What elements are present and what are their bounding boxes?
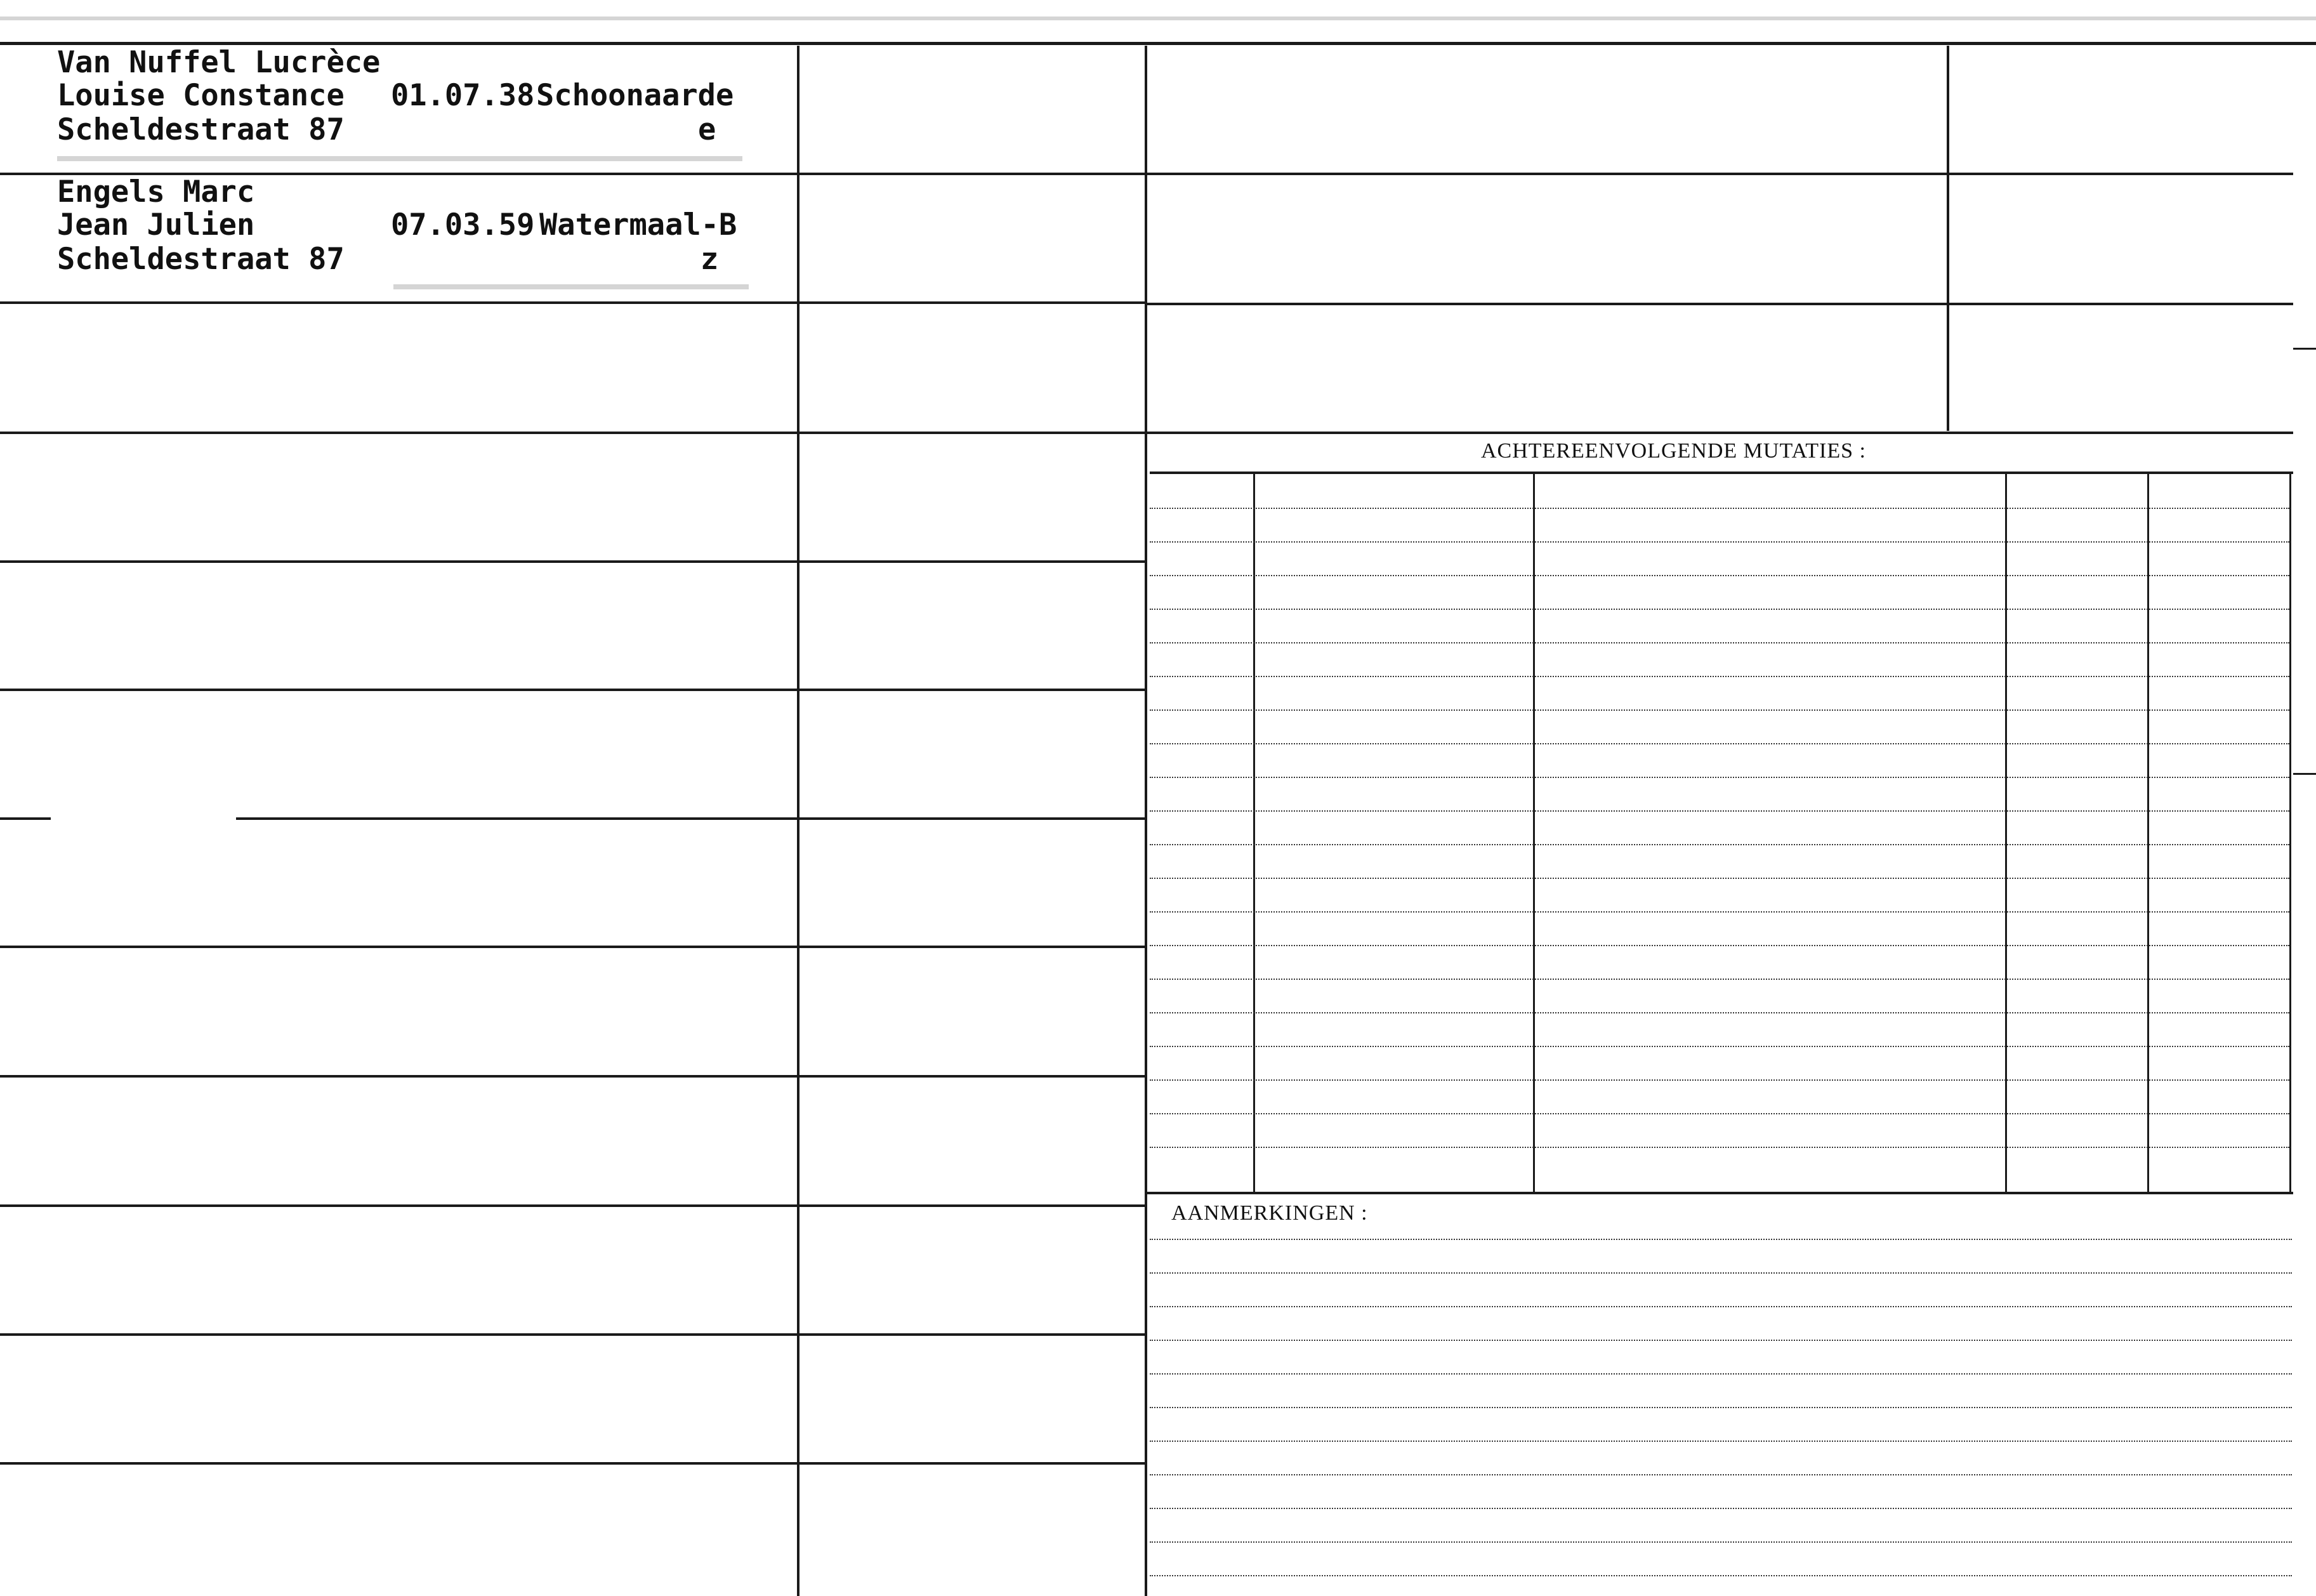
mutation-row-line	[1150, 979, 2289, 980]
remark-row-line	[1150, 1441, 2292, 1442]
row-line	[0, 1204, 1146, 1207]
mutation-row-line	[1150, 676, 2289, 677]
mutation-row-line	[1150, 777, 2289, 778]
row-line	[0, 946, 1146, 948]
mutation-row-line	[1150, 810, 2289, 812]
mutation-row-line	[1150, 844, 2289, 845]
mutations-title: ACHTEREENVOLGENDE MUTATIES :	[1481, 439, 1866, 463]
mutations-col-4	[2147, 473, 2149, 1193]
mutations-col-3	[2005, 473, 2007, 1193]
entry-2-birth-place: Watermaal-B	[539, 208, 737, 242]
remark-row-line	[1150, 1541, 2292, 1543]
mutation-row-line	[1150, 541, 2289, 543]
entry-1-birth-place-cont: e	[698, 112, 716, 147]
row-line	[0, 301, 1146, 304]
entry-2-name-line2: Jean Julien	[57, 208, 255, 242]
entry-1-address: Scheldestraat 87	[57, 112, 345, 147]
remark-row-line	[1150, 1239, 2292, 1240]
mutation-row-line	[1150, 1147, 2289, 1148]
row-line	[0, 689, 1146, 691]
remark-row-line	[1150, 1575, 2292, 1576]
entry-2-faded-line	[393, 284, 749, 289]
row-line	[0, 817, 51, 820]
row-line	[0, 1075, 1146, 1078]
row-line	[0, 1333, 1146, 1336]
mutation-row-line	[1150, 911, 2289, 913]
remark-row-line	[1150, 1407, 2292, 1408]
remark-row-line	[1150, 1508, 2292, 1509]
right-row-line	[1146, 303, 2293, 305]
row-line	[0, 560, 1146, 563]
entry-2-birth-date: 07.03.59	[391, 208, 535, 242]
entry-1-faded-line	[57, 156, 742, 161]
column-divider-middle	[1145, 46, 1147, 1596]
mutations-bottom-line	[1146, 1192, 2293, 1194]
mutation-row-line	[1150, 1079, 2289, 1081]
mutation-row-line	[1150, 743, 2289, 744]
scan-noise	[0, 16, 2316, 20]
mutations-header-line	[1150, 472, 2293, 474]
entry-1-birth-date: 01.07.38	[391, 78, 535, 113]
mutation-row-line	[1150, 508, 2289, 509]
column-divider-left	[797, 46, 799, 1596]
mutation-row-line	[1150, 642, 2289, 643]
row-line	[0, 1462, 1146, 1465]
entry-1-name-line2: Louise Constance	[57, 78, 345, 113]
mutations-col-1	[1253, 473, 1255, 1193]
remark-row-line	[1150, 1373, 2292, 1375]
mutation-row-line	[1150, 1113, 2289, 1114]
mutations-col-right	[2289, 473, 2291, 1193]
mutation-row-line	[1150, 609, 2289, 610]
column-divider-right-top	[1947, 46, 1949, 431]
remark-row-line	[1150, 1340, 2292, 1341]
entry-1-birth-place: Schoonaarde	[536, 78, 734, 113]
mutation-row-line	[1150, 709, 2289, 711]
remark-row-line	[1150, 1272, 2292, 1274]
edge-tick	[2293, 773, 2316, 775]
edge-tick	[2293, 348, 2316, 350]
mutation-row-line	[1150, 878, 2289, 879]
mutation-row-line	[1150, 1046, 2289, 1047]
mutation-row-line	[1150, 945, 2289, 946]
mutation-row-line	[1150, 1012, 2289, 1013]
remark-row-line	[1150, 1306, 2292, 1307]
remarks-title: AANMERKINGEN :	[1171, 1201, 1368, 1225]
entry-1-name-line1: Van Nuffel Lucrèce	[57, 45, 381, 80]
entry-2-address: Scheldestraat 87	[57, 242, 345, 277]
entry-2-birth-place-cont: z	[701, 242, 719, 277]
mutations-col-2	[1533, 473, 1535, 1193]
mutation-row-line	[1150, 575, 2289, 576]
right-row-line	[1146, 432, 2293, 434]
entry-2-name-line1: Engels Marc	[57, 175, 255, 209]
row-line	[236, 817, 1146, 820]
row-line	[0, 432, 1146, 434]
remark-row-line	[1150, 1474, 2292, 1475]
right-row-line	[1146, 173, 2293, 175]
